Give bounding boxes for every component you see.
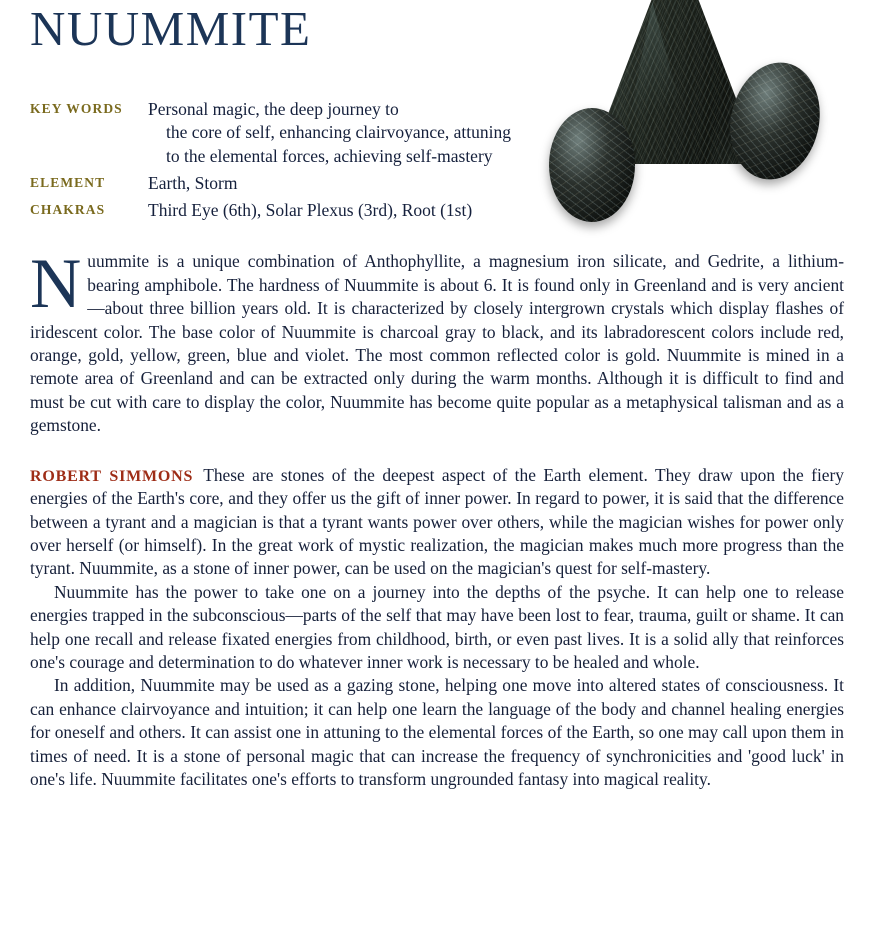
attribute-value xyxy=(148,98,540,168)
section-paragraph: In addition, Nuummite may be used as a gazing stone, helping one move into altered states of consciousness. It can enhance clairvoyance and intuition; it can help one learn the language of the body and channel healing energies for oneself and others. It can assist one in attuning to the elemental forces of the Earth, so one may call upon them in times of need. It is a stone of personal magic that can increase the frequency of synchronicities and 'good luck' in one's life. Nuummite facilitates one's efforts to transform ungrounded fantasy into magical reality. xyxy=(30,675,844,789)
attribute-label: KEY WORDS xyxy=(30,101,123,116)
attribute-label: ELEMENT xyxy=(30,174,106,190)
attribute-value-line: the core of self, enhancing clairvoyance, attuning xyxy=(166,122,511,143)
attribute-row-chakras xyxy=(30,199,540,222)
author-byline: ROBERT SIMMONS xyxy=(30,467,194,485)
attribute-row-element xyxy=(30,172,540,195)
intro-text: uummite is a unique combination of Anthophyllite, a magnesium iron silicate, and Gedrite, a lithium-bearing amphibole. The hardness of Nuummite is about 6. It is found only in Greenland and is very ancient—about three billion years old. It is characterized by closely intergrown crystals which display flashes of iridescent color. The base color of Nuummite is charcoal gray to black, and its labradorescent colors include red, orange, gold, yellow, green, blue and violet. The most common reflected color is gold. Nuummite is mined in a remote area of Greenland and can be extracted only during the warm months. Although it is difficult to find and must be cut with care to display the color, Nuummite has become quite popular as a metaphysical talisman and as a gemstone. xyxy=(30,251,844,436)
attribute-value: Third Eye (6th), Solar Plexus (3rd), Root (1st) xyxy=(148,200,473,221)
attribute-value-line: to the elemental forces, achieving self-mastery xyxy=(166,145,493,166)
section-paragraph: Nuummite has the power to take one on a journey into the depths of the psyche. It can help one to release energies trapped in the subconscious—parts of the self that may have been lost to fear, trauma, guilt or shame. It can help one recall and release fixated energies from childhood, birth, or even past lives. It is a solid ally that reinforces one's courage and determination to do whatever inner work is necessary to be healed and whole. xyxy=(30,581,844,672)
stone-cabochon-left xyxy=(549,108,635,222)
photo-canvas xyxy=(527,0,844,264)
drop-cap: N xyxy=(30,245,82,324)
nuummite-specimen-photo xyxy=(527,0,844,264)
cabochon-flash-right xyxy=(720,54,831,188)
paragraph-text: These are stones of the deepest aspect of the Earth element. They draw upon the fiery energies of the Earth's core, and they offer us the gift of inner power. In regard to power, it is said that the difference between a tyrant and a magician is that a tyrant wants power over others, while the magician wishes for power only over herself (or himself). In the great work of mystic realization, the magician makes much more progress than the tyrant. Nuummite, as a stone of inner power, can be used on the magician's quest for self-mastery. xyxy=(30,464,844,579)
page-title: NUUMMITE xyxy=(30,1,312,56)
attribute-value: Earth, Storm xyxy=(148,172,238,193)
attribute-label: CHAKRAS xyxy=(30,202,106,218)
attribute-row-key-words xyxy=(30,98,540,168)
attribute-list xyxy=(30,98,540,222)
section-spacer xyxy=(30,438,844,464)
attribute-value-line: Personal magic, the deep journey to xyxy=(148,99,399,119)
article-body xyxy=(30,245,844,791)
stone-cabochon-right xyxy=(720,54,831,188)
cabochon-flash-left xyxy=(549,108,635,222)
section-first-paragraph xyxy=(30,464,844,581)
intro-paragraph xyxy=(30,245,844,437)
